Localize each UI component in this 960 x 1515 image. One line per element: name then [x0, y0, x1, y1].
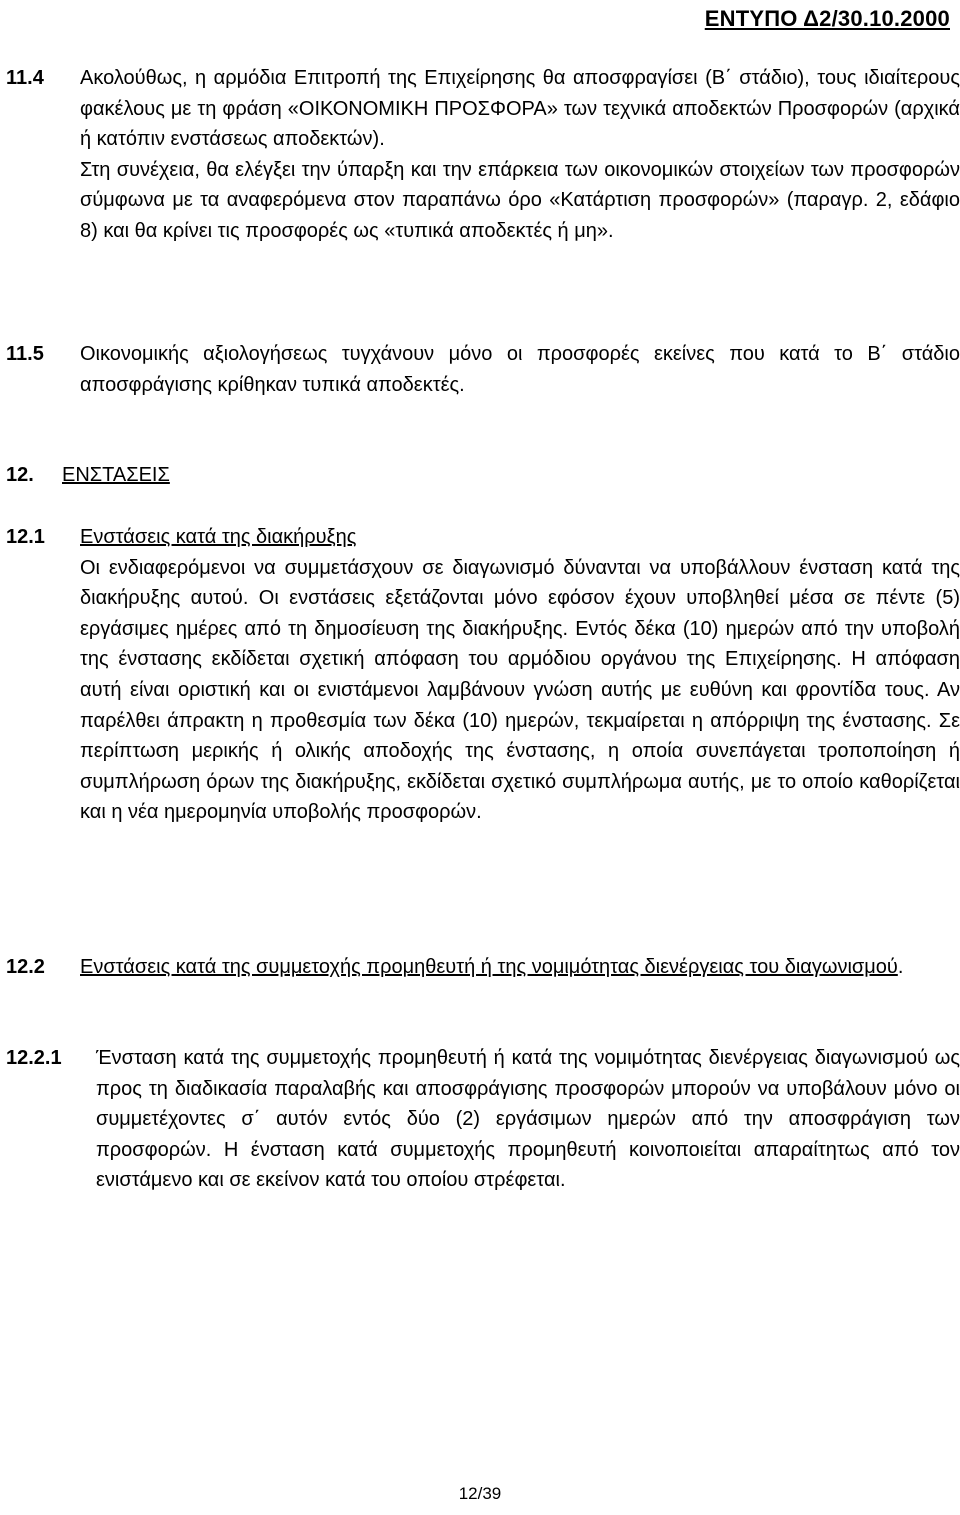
page-number: 12/39	[458, 1484, 502, 1503]
section-title: Ενστάσεις κατά της συμμετοχής προμηθευτή ή της νομιμότητας διενέργειας του διαγωνισμού	[80, 956, 898, 978]
section-11-4	[6, 63, 960, 247]
paragraph: Ένσταση κατά της συμμετοχής προμηθευτή ή κατά της νομιμότητας διενέργειας διαγωνισμού ως προς τη διαδικασία παραλαβής και αποσφράγισης προσφορών μπορούν να υποβάλουν μόνο οι συμμετέχοντες σ΄ αυτόν εντός δύο (2) εργάσιμων ημερών από την αποσφράγιση των προσφορών. Η ένσταση κατά συμμετοχής προμηθευτή κοινοποιείται απαραίτητως από τον ενιστάμενο και σε εκείνον κατά του οποίου στρέφεται.	[96, 1047, 960, 1192]
section-body	[80, 63, 960, 247]
section-11-5	[6, 339, 960, 400]
paragraph: Ακολούθως, η αρμόδια Επιτροπή της Επιχείρησης θα αποσφραγίσει (Β΄ στάδιο), τους ιδιαίτερους φακέλους με τη φράση «ΟΙΚΟΝΟΜΙΚΗ ΠΡΟΣΦΟΡΑ» των τεχνικά αποδεκτών Προσφορών (αρχικά ή κατόπιν ενστάσεως αποδεκτών).	[80, 67, 960, 151]
section-12-2	[6, 952, 960, 983]
section-12-heading	[6, 460, 960, 491]
form-code-header: ΕΝΤΥΠΟ Δ2/30.10.2000	[704, 6, 950, 31]
paragraph: Οι ενδιαφερόμενοι να συμμετάσχουν σε διαγωνισμό δύνανται να υποβάλλουν ένσταση κατά της διακήρυξης αυτού. Οι ενστάσεις εξετάζονται μόνο εφόσον έχουν υποβληθεί μέσα σε πέντε (5) εργάσιμες ημέρες από τη δημοσίευση της διακήρυξης. Εντός δέκα (10) ημερών από την υποβολή της ένστασης εκδίδεται σχετική απόφαση του αρμόδιου οργάνου της Επιχείρησης. Η απόφαση αυτή είναι οριστική και οι ενιστάμενοι λαμβάνουν γνώση αυτής με ευθύνη και φροντίδα τους. Αν παρέλθει άπρακτη η προθεσμία των δέκα (10) ημερών, τεκμαίρεται η απόρριψη της ένστασης. Σε περίπτωση μερικής ή ολικής αποδοχής της ένστασης, η οποία συνεπάγεται τροποποίηση ή συμπλήρωση όρων της διακήρυξης, εκδίδεται σχετικό συμπλήρωμα αυτής, με το οποίο καθορίζεται και η νέα ημερομηνία υποβολής προσφορών.	[80, 556, 960, 824]
section-body	[80, 339, 960, 400]
paragraph: Στη συνέχεια, θα ελέγξει την ύπαρξη και την επάρκεια των οικονομικών στοιχείων των προσφορών σύμφωνα με τα αναφερόμενα στον παραπάνω όρο «Κατάρτιση προσφορών» (παραγρ. 2, εδάφιο 8) και θα κρίνει τις προσφορές ως «τυπικά αποδεκτές ή μη».	[80, 158, 960, 242]
section-12-1	[6, 522, 960, 828]
section-title: Ενστάσεις κατά της διακήρυξης	[80, 526, 357, 548]
section-title: ΕΝΣΤΑΣΕΙΣ	[62, 464, 170, 486]
section-body	[80, 522, 960, 828]
section-number: 12.2	[6, 956, 45, 978]
section-number: 12.2.1	[6, 1047, 62, 1069]
title-period: .	[897, 956, 904, 978]
section-body	[96, 1043, 960, 1196]
section-number: 11.5	[6, 343, 44, 365]
paragraph: Οικονομικής αξιολογήσεως τυγχάνουν μόνο οι προσφορές εκείνες που κατά το Β΄ στάδιο αποσφράγισης κρίθηκαν τυπικά αποδεκτές.	[80, 343, 960, 396]
section-body	[80, 952, 960, 983]
section-12-2-1	[6, 1043, 960, 1196]
section-number: 12.1	[6, 526, 45, 548]
section-number: 12.	[6, 464, 34, 486]
section-number: 11.4	[6, 67, 44, 89]
